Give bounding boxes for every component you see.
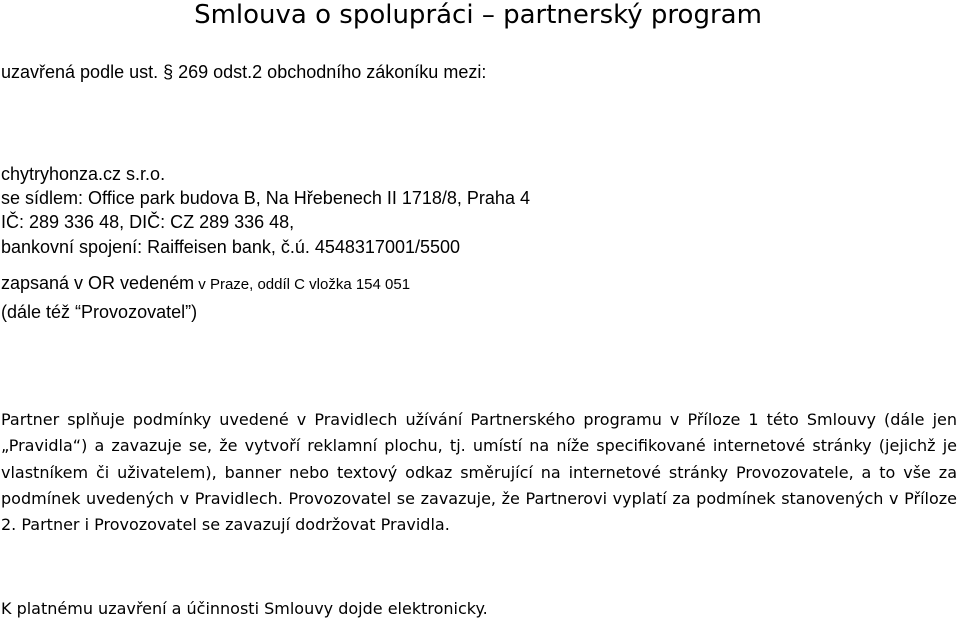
operator-alias: [1, 300, 197, 324]
operator-ids: IČ: 289 336 48, DIČ: CZ 289 336 48,: [1, 212, 295, 232]
alias-suffix: ): [191, 302, 198, 322]
alias-name: “Provozovatel”: [75, 302, 192, 322]
register-detail: v Praze, oddíl C vložka 154 051: [194, 276, 411, 293]
operator-register: [1, 271, 410, 297]
intro-line: uzavřená podle ust. § 269 odst.2 obchodního zákoníku mezi:: [1, 62, 487, 82]
operator-bank: bankovní spojení: Raiffeisen bank, č.ú. 4548317001/5500: [1, 237, 461, 257]
register-main: zapsaná v OR vedeném: [1, 273, 195, 293]
closing-line: K platnému uzavření a účinnosti Smlouvy dojde elektronicky.: [1, 599, 488, 618]
alias-prefix: (dále též: [1, 302, 76, 322]
body-paragraph: Partner splňuje podmínky uvedené v Pravidlech užívání Partnerského programu v Příloze 1 této Smlouvy (dále jen „Pravidla“) a zavazuje se, že vytvoří reklamní plochu, tj. umístí na níže specifikované internetové stránky (jejichž je vlastníkem či uživatelem), banner nebo textový odkaz směrující na internetové stránky Provozovatele, a to vše za podmínek uvedených v Pravidlech. Provozovatel se zavazuje, že Partnerovi vyplatí za podmínek stanovených v Příloze 2. Partner i Provozovatel se zavazují dodržovat Pravidla.: [1, 410, 957, 535]
document-title: Smlouva o spolupráci – partnerský program: [194, 0, 762, 30]
operator-address: se sídlem: Office park budova B, Na Hřebenech II 1718/8, Praha 4: [1, 188, 530, 208]
operator-name: chytryhonza.cz s.r.o.: [1, 164, 166, 184]
